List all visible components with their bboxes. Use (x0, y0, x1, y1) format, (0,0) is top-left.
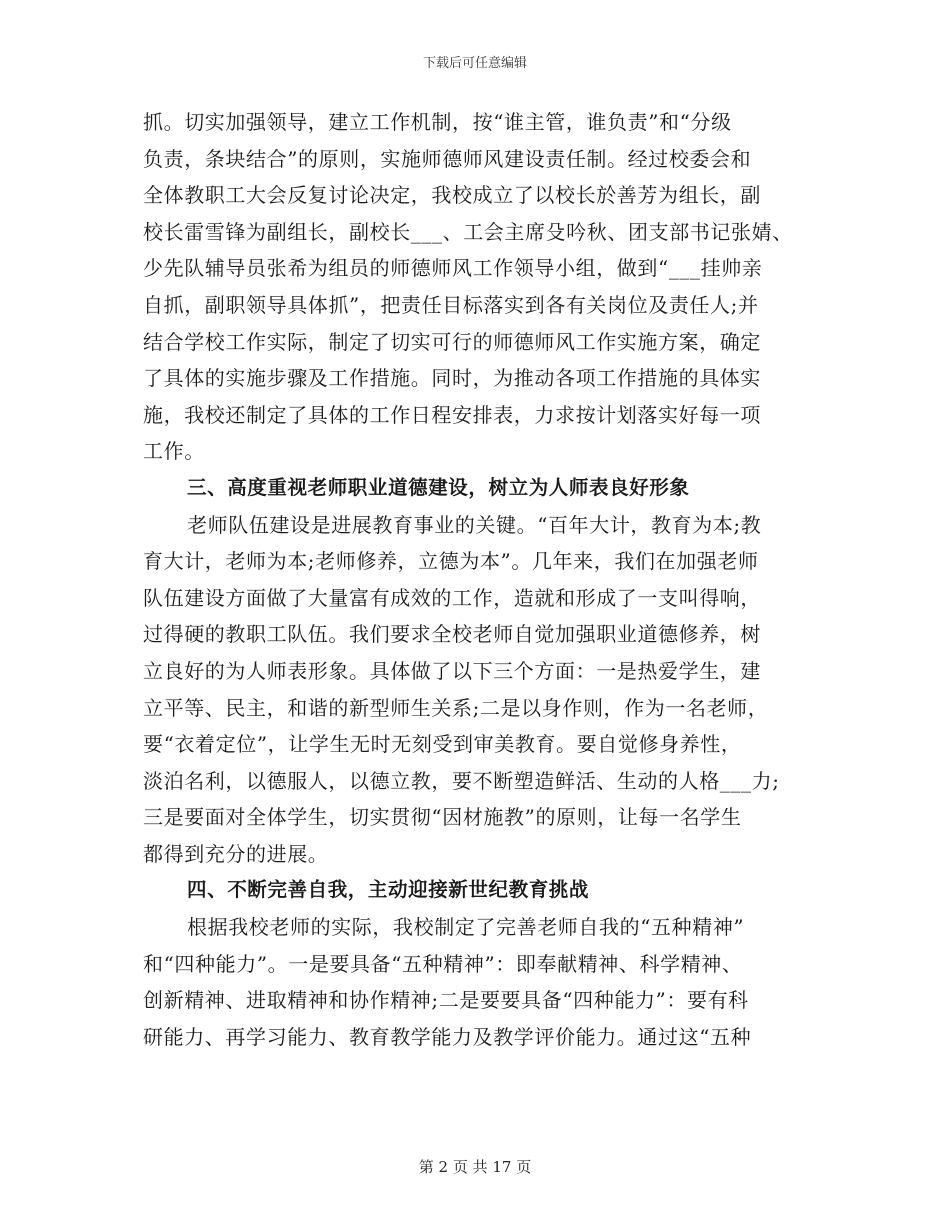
body-text-line: 施，我校还制定了具体的工作日程安排表，力求按计划落实好每一项 (143, 402, 761, 427)
body-text-line: 抓。切实加强领导，建立工作机制，按“谁主管，谁负责”和“分级 (143, 110, 732, 134)
document-body (143, 104, 813, 1055)
body-text-line: 要“衣着定位”，让学生无时无刻受到审美教育。要自觉修身养性， (143, 732, 742, 757)
body-text-line: 校长雷雪锋为副组长，副校长___、工会主席殳吟秋、团支部书记张婧、 (143, 219, 793, 244)
page-footer-number: 第 2 页 共 17 页 (418, 1158, 532, 1176)
body-text-line: 根据我校老师的实际，我校制定了完善老师自我的“五种精神” (187, 915, 745, 940)
body-text-line: 了具体的实施步骤及工作措施。同时，为推动各项工作措施的具体实 (143, 366, 761, 391)
body-text-line: 立良好的为人师表形象。具体做了以下三个方面：一是热爱学生，建 (143, 658, 761, 683)
body-text-line: 立平等、民主，和谐的新型师生关系;二是以身作则，作为一名老师， (143, 695, 769, 720)
body-text-line: 工作。 (143, 439, 205, 464)
body-text-line: 全体教职工大会反复讨论决定，我校成立了以校长於善芳为组长，副 (143, 183, 761, 208)
body-text-line: 过得硬的教职工队伍。我们要求全校老师自觉加强职业道德修养，树 (143, 622, 761, 647)
body-text-line: 淡泊名利，以德服人，以德立教，要不断塑造鲜活、生动的人格___力; (143, 768, 780, 793)
section-heading: 三、高度重视老师职业道德建设，树立为人师表良好形象 (187, 475, 690, 499)
body-text-line: 三是要面对全体学生，切实贯彻“因材施教”的原则，让每一名学生 (143, 805, 742, 830)
body-text-line: 自抓，副职领导具体抓”，把责任目标落实到各有关岗位及责任人;并 (143, 292, 759, 317)
body-text-line: 结合学校工作实际，制定了切实可行的师德师风工作实施方案，确定 (143, 329, 761, 354)
body-text-line: 队伍建设方面做了大量富有成效的工作，造就和形成了一支叫得响， (143, 585, 761, 610)
body-text-line: 育大计，老师为本;老师修养，立德为本”。几年来，我们在加强老师 (143, 549, 759, 574)
section-heading: 四、不断完善自我，主动迎接新世纪教育挑战 (187, 878, 590, 902)
body-text-line: 创新精神、进取精神和协作精神;二是要要具备“四种能力”：要有科 (143, 988, 749, 1013)
body-text-line: 老师队伍建设是进展教育事业的关键。“百年大计，教育为本;教 (187, 512, 762, 537)
body-text-line: 都得到充分的进展。 (143, 841, 329, 866)
body-text-line: 少先队辅导员张希为组员的师德师风工作领导小组，做到“___挂帅亲 (143, 256, 763, 281)
page-header-note: 下载后可任意编辑 (422, 56, 527, 71)
body-text-line: 研能力、再学习能力、教育教学能力及教学评价能力。通过这“五种 (143, 1024, 752, 1049)
body-text-line: 和“四种能力”。一是要具备“五种精神”：即奉献精神、科学精神、 (143, 951, 743, 976)
body-text-line: 负责，条块结合”的原则，实施师德师风建设责任制。经过校委会和 (143, 146, 752, 171)
